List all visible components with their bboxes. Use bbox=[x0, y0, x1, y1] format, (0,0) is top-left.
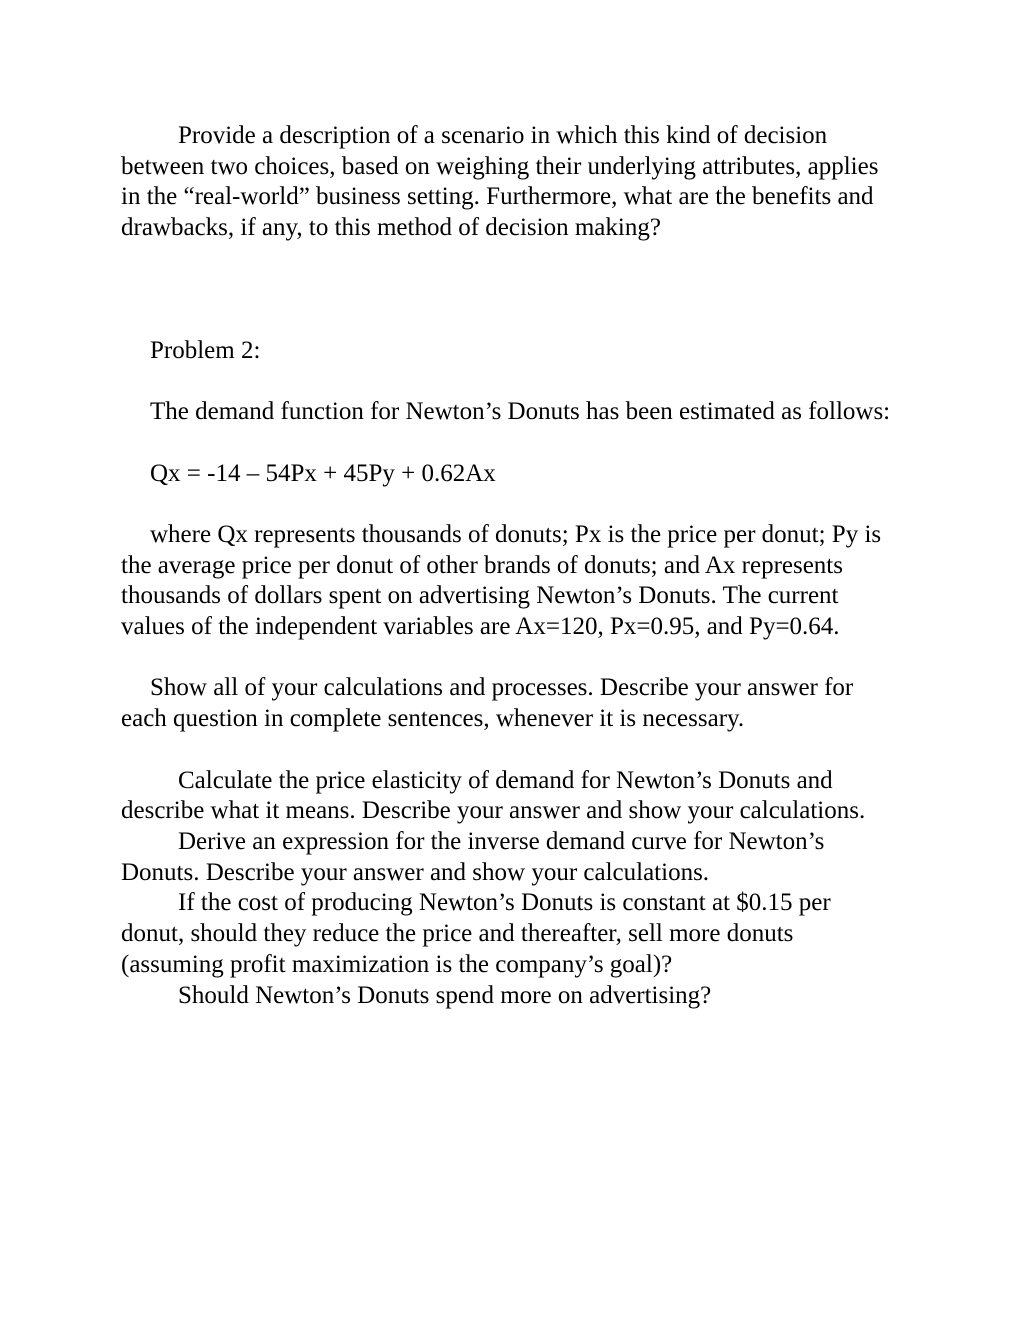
demand-intro-paragraph: The demand function for Newton’s Donuts has been estimated as follows: bbox=[150, 398, 891, 426]
document-body bbox=[121, 121, 891, 1011]
spacer bbox=[121, 367, 891, 398]
spacer bbox=[121, 643, 891, 674]
question-item: Calculate the price elasticity of demand for Newton’s Donuts and describe what it means. Describe your answer and show your calculations. bbox=[121, 766, 866, 825]
instructions-paragraph: Show all of your calculations and processes. Describe your answer for each question in complete sentences, whenever it is necessary. bbox=[121, 674, 854, 733]
spacer bbox=[121, 428, 891, 459]
problem-heading: Problem 2: bbox=[150, 336, 261, 364]
demand-equation: Qx = -14 – 54Px + 45Py + 0.62Ax bbox=[150, 459, 496, 487]
intro-paragraph: Provide a description of a scenario in which this kind of decision between two choices, based on weighing their underlying attributes, applies in the “real-world” business setting. Furthermore, what are the benefits and drawbacks, if any, to this method of decision making? bbox=[121, 122, 879, 242]
spacer bbox=[121, 489, 891, 520]
spacer bbox=[121, 244, 891, 336]
question-item: Derive an expression for the inverse demand curve for Newton’s Donuts. Describe your answer and show your calculations. bbox=[121, 827, 825, 886]
variable-definitions-paragraph: where Qx represents thousands of donuts; Px is the price per donut; Py is the average price per donut of other brands of donuts; and Ax represents thousands of dollars spent on advertising Newton’s Donuts. The current values of the independent variables are Ax=120, Px=0.95, and Py=0.64. bbox=[121, 520, 882, 641]
question-item: If the cost of producing Newton’s Donuts is constant at $0.15 per donut, should they reduce the price and thereafter, sell more donuts (assuming profit maximization is the company’s goal)? bbox=[121, 889, 831, 978]
question-item: Should Newton’s Donuts spend more on advertising? bbox=[178, 981, 712, 1009]
spacer bbox=[121, 735, 891, 766]
